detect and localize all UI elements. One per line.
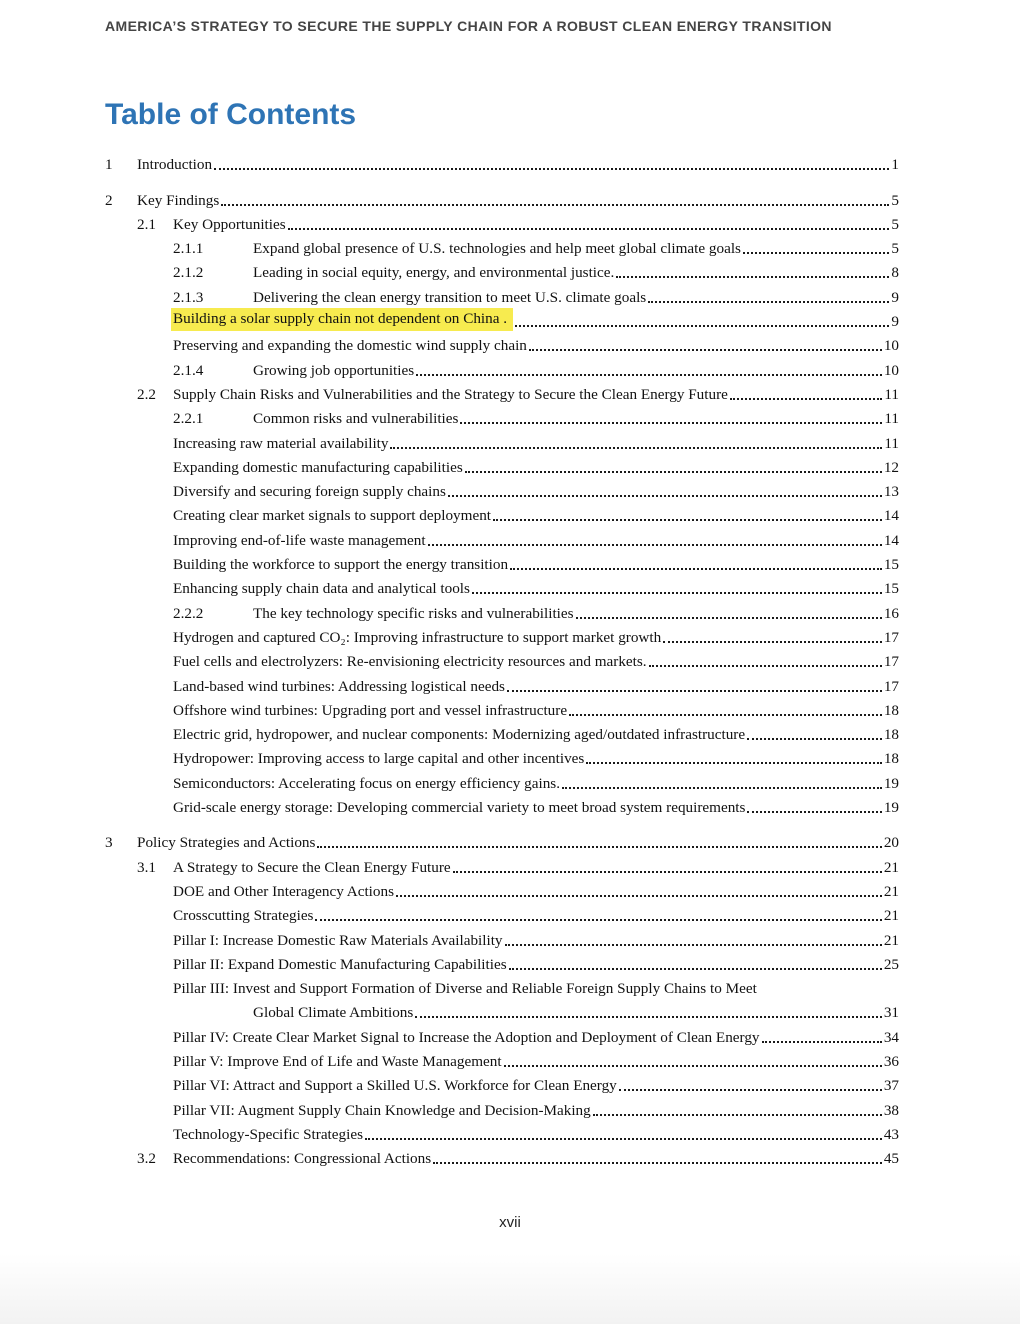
toc-page-number: 21	[883, 858, 899, 876]
toc-page-number: 18	[883, 701, 899, 719]
toc-entry[interactable]	[173, 428, 899, 452]
toc-dot-leader	[315, 919, 881, 921]
toc-entry[interactable]	[173, 1095, 899, 1119]
toc-entry-label: Preserving and expanding the domestic wind supply chain	[173, 337, 527, 355]
toc-entry[interactable]	[137, 852, 899, 876]
toc-page-number: 36	[883, 1052, 899, 1070]
toc-entry[interactable]	[173, 1071, 899, 1095]
toc-entry-number: 3	[105, 834, 113, 852]
toc-dot-leader	[415, 1016, 882, 1018]
toc-entry-number: 2.1.3	[173, 288, 204, 306]
toc-entry-label: Offshore wind turbines: Upgrading port and vessel infrastructure	[173, 701, 568, 719]
toc-dot-leader	[504, 1065, 882, 1067]
toc-entry[interactable]	[173, 744, 899, 768]
toc-page-number: 13	[883, 483, 899, 501]
toc-entry-number: 2.1	[137, 215, 156, 233]
toc-entry-number: 2.2.2	[173, 604, 204, 622]
toc-page-number: 17	[883, 628, 899, 646]
toc-dot-leader	[460, 422, 882, 424]
toc-entry[interactable]	[105, 828, 899, 852]
toc-dot-leader	[428, 544, 882, 546]
toc-entry[interactable]	[173, 234, 899, 258]
toc-dot-leader	[433, 1162, 882, 1164]
toc-entry[interactable]	[173, 768, 899, 792]
toc-page-number: 25	[883, 955, 899, 973]
toc-dot-leader	[510, 568, 882, 570]
toc-list	[0, 150, 1020, 1168]
toc-page-number: 31	[883, 1004, 899, 1022]
toc-page-number: 19	[883, 774, 899, 792]
toc-entry-label: Pillar II: Expand Domestic Manufacturing Capabilities	[173, 955, 507, 973]
toc-dot-leader	[493, 519, 882, 521]
toc-entry-label: Growing job opportunities	[253, 361, 415, 379]
toc-page-number: 21	[883, 907, 899, 925]
toc-dot-leader	[396, 895, 882, 897]
toc-entry[interactable]	[173, 282, 899, 306]
toc-entry[interactable]	[173, 901, 899, 925]
toc-entry[interactable]	[173, 950, 899, 974]
toc-page-number: 37	[883, 1077, 899, 1095]
toc-entry[interactable]	[173, 974, 899, 998]
toc-page-number: 11	[884, 410, 899, 428]
toc-dot-leader	[619, 1089, 882, 1091]
toc-entry-label: Technology-Specific Strategies	[173, 1125, 363, 1143]
toc-page-number: 20	[883, 834, 899, 852]
toc-entry-label: Pillar VI: Attract and Support a Skilled U.S. Workforce for Clean Energy	[173, 1077, 617, 1095]
toc-entry-label: Increasing raw material availability	[173, 434, 389, 452]
footer-page-number: xvii	[499, 1214, 521, 1231]
toc-entry[interactable]	[173, 1022, 899, 1046]
toc-dot-leader	[515, 325, 889, 327]
toc-entry-label: Building a solar supply chain not dependent on China .	[171, 308, 513, 331]
toc-page-number: 9	[891, 313, 899, 331]
toc-entry[interactable]	[173, 1120, 899, 1144]
toc-page-number: 12	[883, 458, 899, 476]
toc-dot-leader	[649, 665, 882, 667]
toc-page-number: 5	[891, 215, 899, 233]
toc-entry[interactable]	[173, 623, 899, 647]
toc-entry[interactable]	[173, 525, 899, 549]
toc-page-number: 18	[883, 726, 899, 744]
toc-entry[interactable]	[173, 307, 899, 331]
toc-entry[interactable]	[173, 258, 899, 282]
toc-entry[interactable]	[137, 1144, 899, 1168]
toc-entry-label: Leading in social equity, energy, and environmental justice.	[253, 264, 615, 282]
toc-entry-number: 3.2	[137, 1150, 156, 1168]
toc-entry-number: 2.2	[137, 385, 156, 403]
page-bottom-fade	[0, 1254, 1020, 1324]
toc-dot-leader	[663, 641, 882, 643]
toc-page-number: 11	[884, 385, 899, 403]
toc-entry[interactable]	[173, 331, 899, 355]
document-header	[0, 0, 1020, 34]
toc-entry-label: Pillar V: Improve End of Life and Waste Management	[173, 1052, 502, 1070]
toc-page-number: 17	[883, 677, 899, 695]
toc-entry-label: Creating clear market signals to support deployment	[173, 507, 492, 525]
toc-dot-leader	[465, 471, 882, 473]
toc-entry[interactable]	[173, 574, 899, 598]
toc-dot-leader	[507, 690, 882, 692]
toc-entry-label: Policy Strategies and Actions	[137, 834, 316, 852]
toc-dot-leader	[586, 762, 881, 764]
toc-entry-label: Recommendations: Congressional Actions	[173, 1150, 432, 1168]
toc-entry[interactable]	[137, 210, 899, 234]
toc-page-number: 11	[884, 434, 899, 452]
toc-entry[interactable]	[173, 925, 899, 949]
toc-page-number: 10	[883, 337, 899, 355]
toc-entry-label: Hydrogen and captured CO₂: Improving infrastructure to support market growth	[173, 628, 662, 646]
toc-entry-label: Pillar VII: Augment Supply Chain Knowledge and Decision-Making	[173, 1101, 591, 1119]
toc-entry-label: Delivering the clean energy transition to meet U.S. climate goals	[253, 288, 647, 306]
toc-entry-number: 3.1	[137, 858, 156, 876]
toc-page-number: 16	[883, 604, 899, 622]
toc-entry-label: Crosscutting Strategies	[173, 907, 314, 925]
toc-entry-label: Expanding domestic manufacturing capabilities	[173, 458, 463, 476]
toc-page-number: 34	[883, 1028, 899, 1046]
toc-entry-label: Pillar III: Invest and Support Formation of Diverse and Reliable Foreign Supply Chains to Meet	[173, 980, 757, 998]
toc-dot-leader	[221, 204, 889, 206]
page-footer	[0, 1214, 1020, 1231]
toc-page-number: 21	[883, 882, 899, 900]
toc-entry-number: 2.1.2	[173, 264, 204, 282]
toc-dot-leader	[416, 374, 882, 376]
toc-dot-leader	[762, 1041, 882, 1043]
toc-entry[interactable]	[173, 793, 899, 817]
toc-entry-label: The key technology specific risks and vulnerabilities	[253, 604, 574, 622]
toc-page-number: 19	[883, 799, 899, 817]
toc-page-number: 14	[883, 507, 899, 525]
toc-dot-leader	[730, 398, 882, 400]
toc-dot-leader	[569, 714, 882, 716]
toc-page-number: 45	[883, 1150, 899, 1168]
toc-entry-label: Electric grid, hydropower, and nuclear components: Modernizing aged/outdated infrastructure	[173, 726, 746, 744]
toc-entry[interactable]	[173, 696, 899, 720]
toc-dot-leader	[747, 738, 882, 740]
toc-entry[interactable]	[137, 380, 899, 404]
toc-entry-label: Diversify and securing foreign supply chains	[173, 483, 446, 501]
toc-page-number: 15	[883, 556, 899, 574]
toc-dot-leader	[390, 447, 882, 449]
toc-dot-leader	[509, 968, 882, 970]
toc-page-number: 8	[891, 264, 899, 282]
toc-entry-number: 2	[105, 191, 113, 209]
toc-entry-label: Grid-scale energy storage: Developing commercial variety to meet broad system requirements	[173, 799, 746, 817]
toc-entry[interactable]	[173, 355, 899, 379]
toc-entry[interactable]	[173, 1047, 899, 1071]
toc-entry-label: DOE and Other Interagency Actions	[173, 882, 394, 900]
toc-entry-number: 2.2.1	[173, 410, 204, 428]
toc-entry-label: Enhancing supply chain data and analytical tools	[173, 580, 470, 598]
toc-entry-label: Common risks and vulnerabilities	[253, 410, 459, 428]
toc-entry-label: Key Findings	[137, 191, 220, 209]
toc-page-number: 5	[891, 191, 899, 209]
toc-page-number: 17	[883, 653, 899, 671]
toc-dot-leader	[743, 252, 889, 254]
toc-page-number: 9	[891, 288, 899, 306]
toc-dot-leader	[505, 944, 882, 946]
toc-entry[interactable]	[173, 671, 899, 695]
toc-page-number: 14	[883, 531, 899, 549]
toc-entry-label: Fuel cells and electrolyzers: Re-envisioning electricity resources and markets.	[173, 653, 647, 671]
toc-page-number: 43	[883, 1125, 899, 1143]
page-title: Table of Contents	[105, 98, 357, 131]
toc-page-number: 1	[891, 156, 899, 174]
toc-entry-label: Semiconductors: Accelerating focus on energy efficiency gains.	[173, 774, 561, 792]
toc-dot-leader	[593, 1114, 882, 1116]
toc-entry[interactable]	[173, 598, 899, 622]
toc-dot-leader	[448, 495, 882, 497]
toc-entry-number: 2.1.4	[173, 361, 204, 379]
toc-entry-number: 1	[105, 156, 113, 174]
toc-dot-leader	[288, 228, 890, 230]
toc-entry[interactable]	[105, 185, 899, 209]
toc-entry-label: Pillar I: Increase Domestic Raw Materials Availability	[173, 931, 503, 949]
toc-dot-leader	[214, 168, 889, 170]
toc-entry[interactable]	[173, 477, 899, 501]
toc-dot-leader	[576, 617, 882, 619]
toc-entry-number: 2.1.1	[173, 240, 204, 258]
toc-entry-label: Building the workforce to support the energy transition	[173, 556, 509, 574]
toc-dot-leader	[747, 811, 881, 813]
toc-entry-label: Pillar IV: Create Clear Market Signal to Increase the Adoption and Deployment of Clean Energy	[173, 1028, 760, 1046]
document-header-title: AMERICA’S STRATEGY TO SECURE THE SUPPLY CHAIN FOR A ROBUST CLEAN ENERGY TRANSITION	[105, 18, 832, 34]
toc-entry-continuation[interactable]	[253, 998, 899, 1022]
toc-entry-label: Hydropower: Improving access to large capital and other incentives	[173, 750, 585, 768]
toc-entry[interactable]	[173, 404, 899, 428]
toc-entry-label: A Strategy to Secure the Clean Energy Future	[173, 858, 451, 876]
toc-entry-label: Improving end-of-life waste management	[173, 531, 426, 549]
toc-entry[interactable]	[105, 150, 899, 174]
toc-entry-label: Expand global presence of U.S. technologies and help meet global climate goals	[253, 240, 741, 258]
toc-entry[interactable]	[173, 501, 899, 525]
toc-entry-label: Key Opportunities	[173, 215, 286, 233]
toc-page-number: 15	[883, 580, 899, 598]
toc-dot-leader	[453, 871, 882, 873]
toc-entry-label: Introduction	[137, 156, 213, 174]
toc-page-number: 5	[891, 240, 899, 258]
toc-dot-leader	[472, 592, 882, 594]
toc-dot-leader	[616, 276, 889, 278]
toc-dot-leader	[562, 787, 882, 789]
toc-page-number: 18	[883, 750, 899, 768]
toc-entry-label: Land-based wind turbines: Addressing logistical needs	[173, 677, 505, 695]
toc-page-number: 38	[883, 1101, 899, 1119]
toc-entry[interactable]	[173, 720, 899, 744]
toc-entry[interactable]	[173, 877, 899, 901]
toc-entry-label: Supply Chain Risks and Vulnerabilities and the Strategy to Secure the Clean Energy Future	[173, 385, 728, 403]
toc-page-number: 21	[883, 931, 899, 949]
toc-entry-label: Global Climate Ambitions	[253, 1004, 414, 1022]
toc-entry[interactable]	[173, 647, 899, 671]
toc-entry[interactable]	[173, 550, 899, 574]
toc-dot-leader	[365, 1138, 882, 1140]
toc-dot-leader	[529, 349, 882, 351]
toc-dot-leader	[648, 301, 889, 303]
toc-entry[interactable]	[173, 453, 899, 477]
toc-dot-leader	[317, 846, 881, 848]
toc-page-number: 10	[883, 361, 899, 379]
